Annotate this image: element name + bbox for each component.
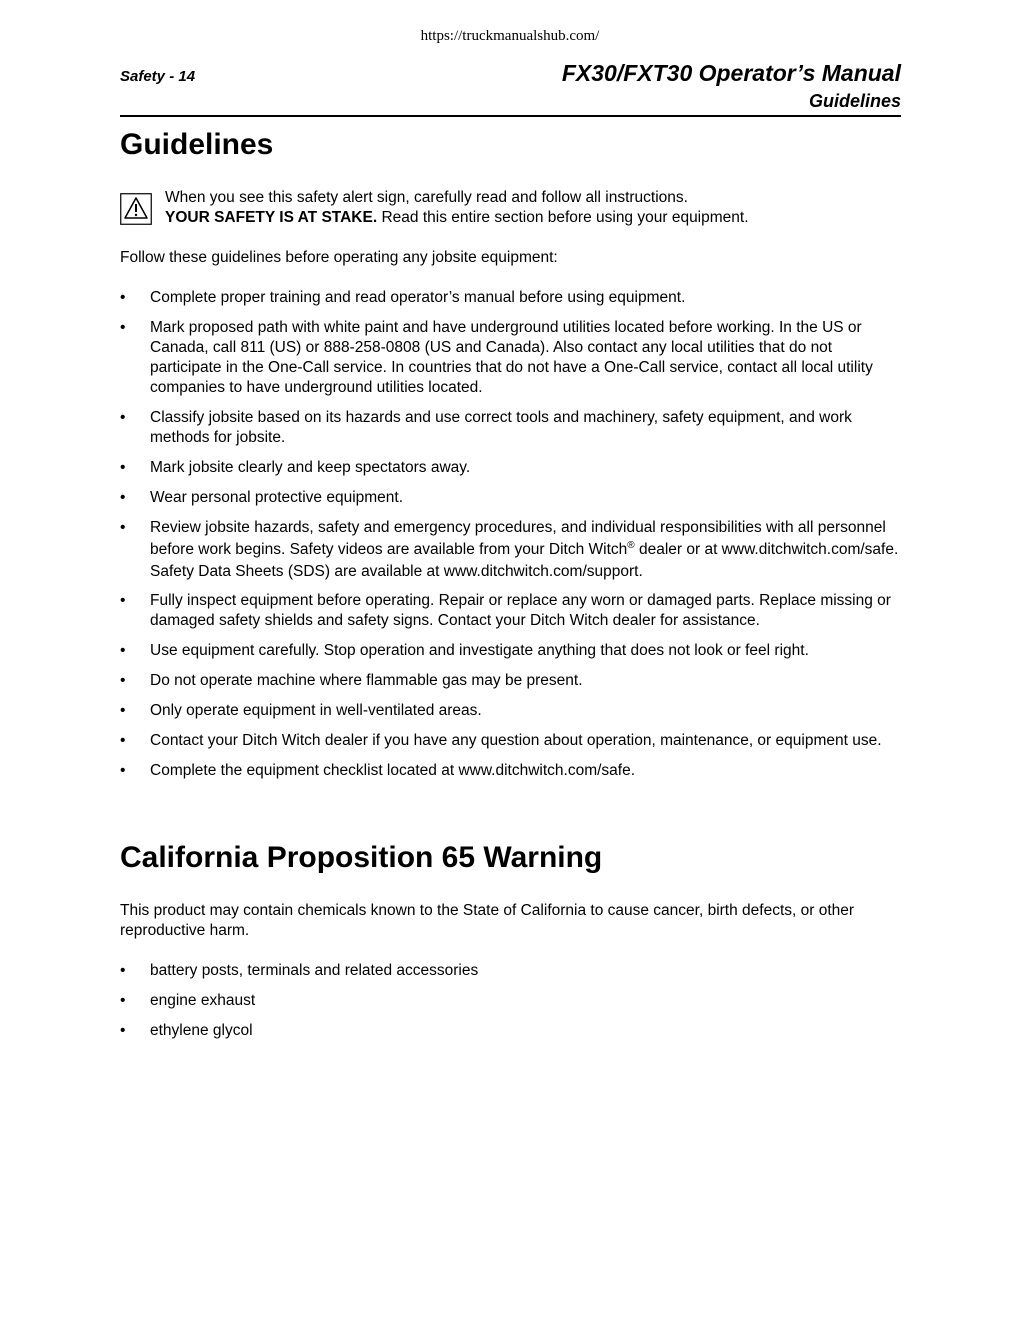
guidelines-list xyxy=(120,288,901,791)
list-item-text: Mark proposed path with white paint and have underground utilities located before working. In the US or Canada, call 811 (US) or 888-258-0808 (US and Canada). Also contact any local utilities that do not participate in the One-Call service. In countries that do not have a One-Call service, contact all local utility companies to have underground utilities located. xyxy=(150,319,873,396)
list-item-text: Fully inspect equipment before operating. Repair or replace any worn or damaged parts. Replace missing or damaged safety shields and safety signs. Contact your Ditch Witch dealer for assistance. xyxy=(150,592,891,629)
registered-mark: ® xyxy=(627,540,635,551)
list-item-text: Only operate equipment in well-ventilated areas. xyxy=(150,702,482,719)
bullet-icon: • xyxy=(120,319,126,336)
review-text-b: dealer or at www.ditchwitch.com/safe. Safety Data Sheets (SDS) are available at www.ditchwitch.com/support. xyxy=(150,541,899,580)
list-item-text: Use equipment carefully. Stop operation and investigate anything that does not look or feel right. xyxy=(150,642,809,659)
list-item-text: battery posts, terminals and related accessories xyxy=(150,962,479,979)
bullet-icon: • xyxy=(120,762,126,779)
safety-alert-line-2-rest: Read this entire section before using your equipment. xyxy=(377,209,749,226)
review-text-a: Review jobsite hazards, safety and emergency procedures, and individual responsibilities with all personnel before work begins. Safety videos are available from your Ditch Witch xyxy=(150,519,886,558)
page-number: Safety - 14 xyxy=(120,68,196,85)
guidelines-heading: Guidelines xyxy=(120,128,274,161)
source-url: https://truckmanualshub.com/ xyxy=(420,28,600,44)
list-item xyxy=(120,458,901,478)
list-item xyxy=(120,488,901,508)
list-item xyxy=(120,641,901,661)
list-item-text: Do not operate machine where flammable gas may be present. xyxy=(150,672,583,689)
bullet-icon: • xyxy=(120,992,126,1009)
prop65-heading: California Proposition 65 Warning xyxy=(120,841,603,874)
bullet-icon: • xyxy=(120,592,126,609)
list-item xyxy=(120,591,901,631)
bullet-icon: • xyxy=(120,642,126,659)
list-item-text: Mark jobsite clearly and keep spectators away. xyxy=(150,459,471,476)
list-item-text: ethylene glycol xyxy=(150,1022,253,1039)
safety-at-stake-label: YOUR SAFETY IS AT STAKE. xyxy=(165,209,378,226)
prop65-list xyxy=(120,961,901,1051)
bullet-icon: • xyxy=(120,1022,126,1039)
safety-alert-line-1: When you see this safety alert sign, carefully read and follow all instructions. xyxy=(165,189,688,206)
bullet-icon: • xyxy=(120,962,126,979)
section-title: Guidelines xyxy=(808,91,901,111)
list-item xyxy=(120,288,901,308)
list-item-text: engine exhaust xyxy=(150,992,256,1009)
bullet-icon: • xyxy=(120,289,126,306)
list-item-text xyxy=(150,519,898,580)
list-item xyxy=(120,701,901,721)
list-item xyxy=(120,318,901,398)
list-item xyxy=(120,671,901,691)
list-item xyxy=(120,408,901,448)
list-item-text: Classify jobsite based on its hazards and use correct tools and machinery, safety equipment, and work methods for jobsite. xyxy=(150,409,852,446)
bullet-icon: • xyxy=(120,489,126,506)
safety-alert-line-2 xyxy=(165,208,749,228)
bullet-icon: • xyxy=(120,409,126,426)
header-rule xyxy=(120,115,901,117)
list-item xyxy=(120,1021,901,1041)
list-item xyxy=(120,991,901,1011)
guidelines-intro: Follow these guidelines before operating any jobsite equipment: xyxy=(120,249,558,266)
list-item-text: Complete the equipment checklist located at www.ditchwitch.com/safe. xyxy=(150,762,636,779)
safety-alert xyxy=(120,187,901,231)
prop65-intro: This product may contain chemicals known to the State of California to cause cancer, birth defects, or other reproductive harm. xyxy=(120,902,855,939)
list-item xyxy=(120,761,901,781)
bullet-icon: • xyxy=(120,459,126,476)
list-item xyxy=(120,961,901,981)
bullet-icon: • xyxy=(120,702,126,719)
list-item-text: Complete proper training and read operator’s manual before using equipment. xyxy=(150,289,686,306)
bullet-icon: • xyxy=(120,732,126,749)
bullet-icon: • xyxy=(120,672,126,689)
warning-triangle-icon xyxy=(120,193,152,225)
bullet-icon: • xyxy=(120,519,126,536)
list-item-text: Contact your Ditch Witch dealer if you have any question about operation, maintenance, or equipment use. xyxy=(150,732,882,749)
manual-title: FX30/FXT30 Operator’s Manual xyxy=(561,60,901,86)
safety-alert-text xyxy=(165,188,749,228)
list-item-text: Wear personal protective equipment. xyxy=(150,489,404,506)
list-item xyxy=(120,731,901,751)
list-item xyxy=(120,517,901,583)
